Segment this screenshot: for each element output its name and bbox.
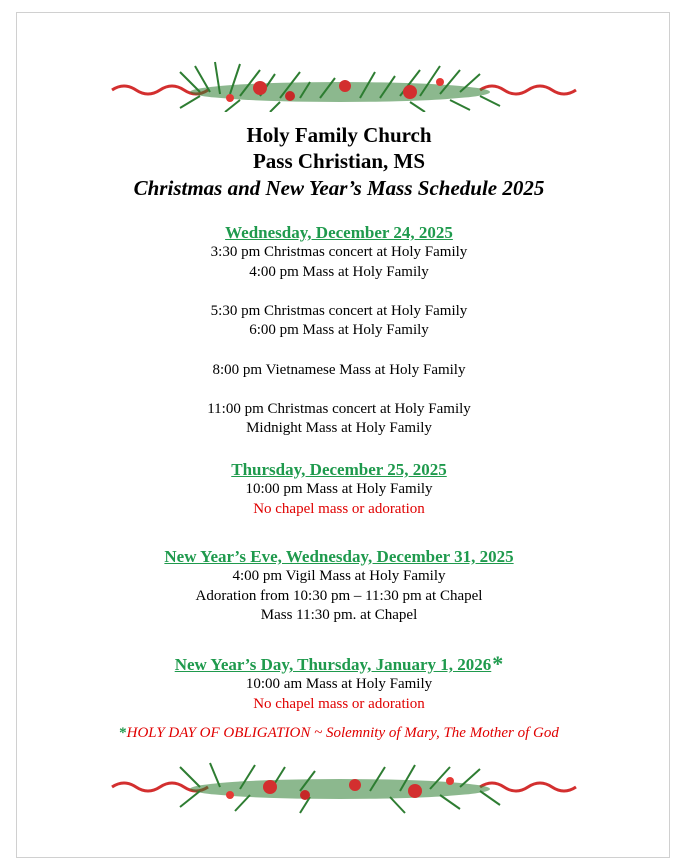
church-city: Pass Christian, MS [252, 149, 426, 173]
schedule-line: 11:00 pm Christmas concert at Holy Family [207, 400, 471, 417]
schedule-note: No chapel mass or adoration [253, 500, 425, 517]
schedule-line: 5:30 pm Christmas concert at Holy Family [210, 302, 468, 319]
section-heading-text: New Year’s Day, Thursday, January 1, 2026 [174, 655, 492, 674]
section-heading [0, 651, 678, 676]
schedule-line: 10:00 pm Mass at Holy Family [245, 481, 433, 497]
schedule-line: 6:00 pm Mass at Holy Family [249, 322, 429, 339]
footnote [0, 723, 678, 743]
section-heading: Wednesday, December 24, 2025 [225, 223, 453, 242]
section-jan-1 [0, 651, 678, 714]
footnote-marker: * [119, 725, 127, 741]
schedule-line: Adoration from 10:30 pm – 11:30 pm at Chapel [195, 587, 483, 604]
schedule-line: 3:30 pm Christmas concert at Holy Family [210, 244, 468, 260]
obligation-footnote [0, 723, 678, 743]
section-dec-25 [0, 460, 678, 519]
christmas-garland-bottom-icon [110, 757, 580, 817]
schedule-title: Christmas and New Year’s Mass Schedule 2025 [133, 176, 545, 200]
section-dec-31 [0, 547, 678, 626]
obligation-marker: * [492, 651, 504, 676]
section-dec-24 [0, 223, 678, 439]
schedule-line: 8:00 pm Vietnamese Mass at Holy Family [212, 361, 466, 378]
footnote-text: HOLY DAY OF OBLIGATION ~ Solemnity of Mary, The Mother of God [126, 725, 559, 741]
schedule-note: No chapel mass or adoration [253, 695, 425, 712]
schedule-line: 10:00 am Mass at Holy Family [245, 676, 433, 692]
schedule-line: Midnight Mass at Holy Family [246, 420, 432, 437]
schedule-line: Mass 11:30 pm. at Chapel [260, 607, 418, 624]
schedule-line: 4:00 pm Mass at Holy Family [249, 263, 429, 280]
christmas-garland-top-icon [110, 52, 580, 112]
schedule-line: 4:00 pm Vigil Mass at Holy Family [232, 568, 446, 584]
church-name: Holy Family Church [246, 123, 432, 147]
schedule-content [0, 122, 678, 202]
section-heading: Thursday, December 25, 2025 [231, 460, 447, 479]
section-heading: New Year’s Eve, Wednesday, December 31, 2025 [164, 547, 514, 566]
